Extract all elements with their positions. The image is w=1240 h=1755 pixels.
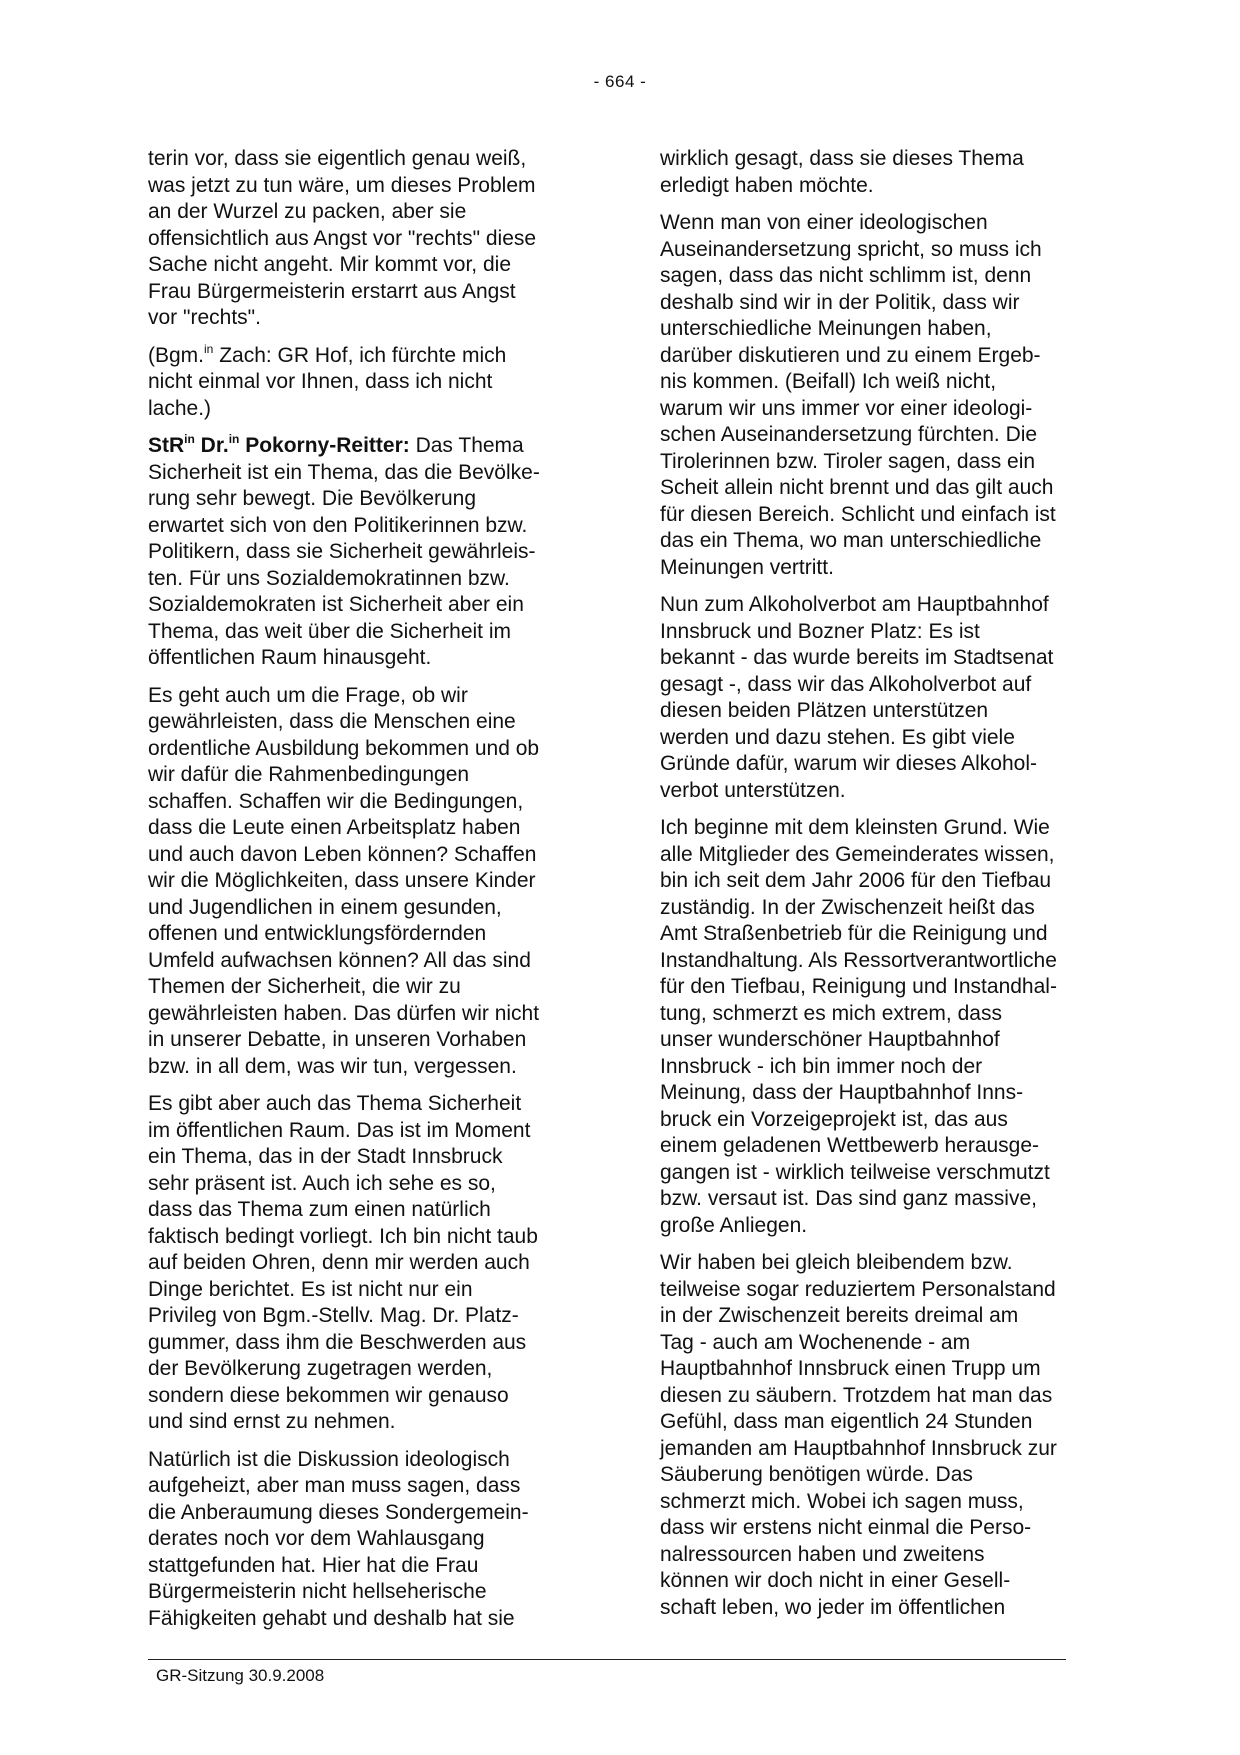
left-column (148, 146, 596, 1643)
paragraph-left-4: Es geht auch um die Frage, ob wir gewährleisten, dass die Menschen eine ordentliche Ausbildung bekommen und ob wir dafür die Rahmenbedingungen schaffen. Schaffen wir die Bedingungen, dass die Leute einen Arbeitsplatz haben und auch davon Leben können? Schaffen wir die Möglichkeiten, dass unsere Kinder und Jugendlichen in einem gesunden, offenen und entwicklungsfördernden Umfeld aufwachsen können? All das sind Themen der Sicherheit, die wir zu gewährleisten haben. Das dürfen wir nicht in unserer Debatte, in unseren Vorhaben bzw. in all dem, was wir tun, vergessen. (148, 683, 540, 1078)
right-column (660, 146, 1108, 1632)
speaker-title-b: Dr. (194, 434, 229, 457)
paragraph-right-3: Nun zum Alkoholverbot am Hauptbahnhof Innsbruck und Bozner Platz: Es ist bekannt - das wurde bereits im Stadtsenat gesagt -, dass wir das Alkoholverbot auf diesen beiden Plätzen unterstützen werden und dazu stehen. Es gibt viele Gründe dafür, warum wir dieses Alkohol- verbot unterstützen. (660, 593, 1054, 802)
speaker-title-a: StR (148, 434, 185, 457)
paragraph-left-3-speech-start (148, 433, 596, 672)
paragraph-left-1: terin vor, dass sie eigentlich genau weiß, was jetzt zu tun wäre, um dieses Problem an der Wurzel zu packen, aber sie offensichtlich aus Angst vor "rechts" diese Sache nicht angeht. Mir kommt vor, die Frau Bürgermeisterin erstarrt aus Angst vor "rechts". (148, 147, 537, 329)
interjection-prefix: (Bgm. (148, 343, 205, 367)
paragraph-left-2-interjection (148, 343, 596, 423)
paragraph-right-1: wirklich gesagt, dass sie dieses Thema erledigt haben möchte. (660, 147, 1024, 197)
paragraph-left-6: Natürlich ist die Diskussion ideologisch aufgeheizt, aber man muss sagen, dass die Anberaumung dieses Sondergemein- derates noch vor dem Wahlausgang stattgefunden hat. Hier hat die Frau Bürgermeisterin nicht hellseherische Fähigkeiten gehabt und deshalb hat sie (148, 1447, 529, 1630)
interjection-text: Zach: GR Hof, ich fürchte mich nicht einmal vor Ihnen, dass ich nicht lache.) (148, 343, 507, 420)
footer-divider (148, 1659, 1066, 1660)
paragraph-right-4: Ich beginne mit dem kleinsten Grund. Wie alle Mitglieder des Gemeinderates wissen, bin ich seit dem Jahr 2006 für den Tiefbau zuständig. In der Zwischenzeit heißt das Amt Straßenbetrieb für die Reinigung und Instandhaltung. Als Ressortverantwortliche für den Tiefbau, Reinigung und Instandhal- tung, schmerzt es mich extrem, dass unser wunderschöner Hauptbahnhof Innsbruck - ich bin immer noch der Meinung, dass der Hauptbahnhof Inns- bruck ein Vorzeigeprojekt ist, das aus einem geladenen Wettbewerb herausge- gangen ist - wirklich teilweise verschmutzt bzw. versaut ist. Das sind ganz massive, große Anliegen. (660, 816, 1057, 1237)
speech-text: Das Thema Sicherheit ist ein Thema, das die Bevölke- rung sehr bewegt. Die Bevölkerung erwartet sich von den Politikerinnen bzw. Politikern, dass sie Sicherheit gewährleis- ten. Für uns Sozialdemokratinnen bzw. Sozialdemokraten ist Sicherheit aber ein Thema, das weit über die Sicherheit im öffentlichen Raum hinausgeht. (148, 434, 540, 669)
speaker-name (148, 434, 410, 457)
page-number: - 664 - (593, 72, 647, 91)
paragraph-left-5: Es gibt aber auch das Thema Sicherheit im öffentlichen Raum. Das ist im Moment ein Thema, das in der Stadt Innsbruck sehr präsent ist. Auch ich sehe es so, dass das Thema zum einen natürlich faktisch bedingt vorliegt. Ich bin nicht taub auf beiden Ohren, denn mir werden auch Dinge berichtet. Es ist nicht nur ein Privileg von Bgm.-Stellv. Mag. Dr. Platz- gummer, dass ihm die Beschwerden aus der Bevölkerung zugetragen werden, sondern diese bekommen wir genauso und sind ernst zu nehmen. (148, 1092, 538, 1433)
interjection-superscript: in (204, 341, 214, 356)
paragraph-right-5: Wir haben bei gleich bleibendem bzw. teilweise sogar reduziertem Personalstand in der Zwischenzeit bereits dreimal am Tag - auch am Wochenende - am Hauptbahnhof Innsbruck einen Trupp um diesen zu säubern. Trotzdem hat man das Gefühl, dass man eigentlich 24 Stunden jemanden am Hauptbahnhof Innsbruck zur Säuberung benötigen würde. Das schmerzt mich. Wobei ich sagen muss, dass wir erstens nicht einmal die Perso- nalressourcen haben und zweitens können wir doch nicht in einer Gesell- schaft leben, wo jeder im öffentlichen (660, 1251, 1057, 1619)
paragraph-right-2: Wenn man von einer ideologischen Auseinandersetzung spricht, so muss ich sagen, dass das nicht schlimm ist, denn deshalb sind wir in der Politik, dass wir unterschiedliche Meinungen haben, darüber diskutieren und zu einem Ergeb- nis kommen. (Beifall) Ich weiß nicht, warum wir uns immer vor einer ideologi- schen Auseinandersetzung fürchten. Die Tirolerinnen bzw. Tiroler sagen, dass ein Scheit allein nicht brennt und das gilt auch für diesen Bereich. Schlicht und einfach ist das ein Thema, wo man unterschiedliche Meinungen vertritt. (660, 211, 1056, 579)
speaker-surname: Pokorny-Reitter: (239, 434, 410, 457)
footer-session-date: GR-Sitzung 30.9.2008 (156, 1666, 325, 1685)
speaker-title-b-superscript: in (228, 432, 240, 446)
speaker-title-a-superscript: in (184, 432, 195, 446)
